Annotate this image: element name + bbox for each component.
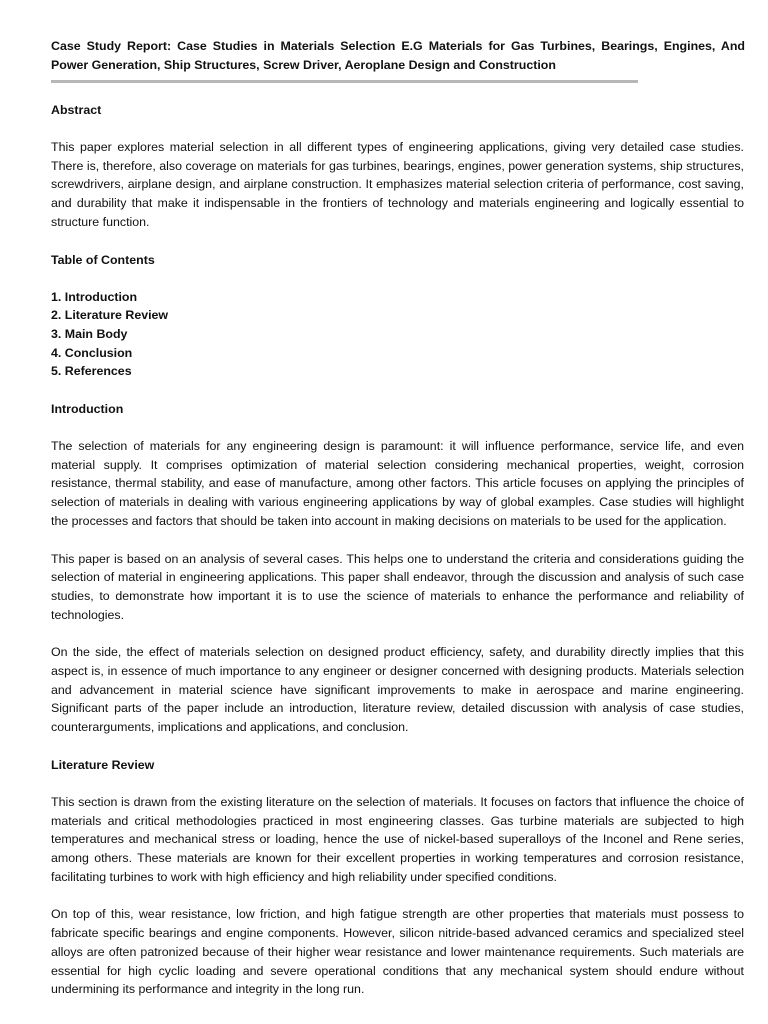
literature-review-heading: Literature Review [51, 757, 155, 772]
introduction-paragraph-1: The selection of materials for any engineering design is paramount: it will influence performance, service life, and even material supply. It comprises optimization of material selection considering mechanical properties, weight, corrosion resistance, thermal stability, and ease of manufacture, among other factors. This article focuses on applying the principles of selection of materials in dealing with various engineering applications by way of global examples. Case studies will highlight the processes and factors that should be taken into account in making decisions on materials to be used for the application. [51, 439, 744, 528]
toc-heading: Table of Contents [51, 252, 155, 267]
literature-review-paragraph-2: On top of this, wear resistance, low friction, and high fatigue strength are other properties that materials must possess to fabricate specific bearings and engine components. However, silicon nitride-based advanced ceramics and specialized steel alloys are often patronized because of their higher wear resistance and lower maintenance requirements. Such materials are essential for high cyclic loading and severe operational conditions that any mechanical system should endure without undermining its performance and integrity in the long run. [51, 907, 744, 997]
toc-list [51, 288, 744, 382]
introduction-heading: Introduction [51, 402, 124, 417]
toc-item-conclusion: 4. Conclusion [51, 345, 133, 360]
abstract-heading: Abstract [51, 103, 102, 117]
introduction-paragraph-2: This paper is based on an analysis of several cases. This helps one to understand the criteria and considerations guiding the selection of material in engineering applications. This paper shall endeavor, through the discussion and analysis of such case studies, to demonstrate how important it is to use the science of materials to enhance the performance and reliability of technologies. [51, 551, 744, 622]
toc-item-references: 5. References [51, 364, 132, 379]
abstract-text: This paper explores material selection in all different types of engineering applications, giving very detailed case studies. There is, therefore, also coverage on materials for gas turbines, bearings, engines, power generation systems, ship structures, screwdrivers, airplane design, and airplane construction. It emphasizes material selection criteria of performance, cost saving, and durability that make it indispensable in the frontiers of technology and materials engineering and logically essential to structure function. [51, 140, 744, 229]
document-title: Case Study Report: Case Studies in Materials Selection E.G Materials for Gas Turbines, Bearings, Engines, And Power Generation, Ship Structures, Screw Driver, Aeroplane Design and Construction [51, 39, 745, 72]
toc-item-introduction: 1. Introduction [51, 289, 138, 304]
introduction-paragraph-3: On the side, the effect of materials selection on designed product efficiency, safety, and durability directly implies that this aspect is, in essence of much importance to any engineer or designer concerned with designing products. Materials selection and advancement in material science have significant improvements to make in aerospace and marine engineering. Significant parts of the paper include an introduction, literature review, detailed discussion with analysis of case studies, counterarguments, implications and applications, and conclusion. [51, 645, 744, 735]
toc-item-literature-review: 2. Literature Review [51, 308, 169, 323]
toc-item-main-body: 3. Main Body [51, 326, 128, 341]
literature-review-paragraph-1: This section is drawn from the existing literature on the selection of materials. It focuses on factors that influence the choice of materials and critical methodologies practiced in most engineering classes. Gas turbine materials are subjected to high temperatures and mechanical stress or loading, hence the use of nickel-based superalloys of the Inconel and Rene series, among others. These materials are known for their excellent properties in working temperatures and corrosion resistance, facilitating turbines to work with high efficiency and high reliability under specified conditions. [51, 794, 744, 884]
